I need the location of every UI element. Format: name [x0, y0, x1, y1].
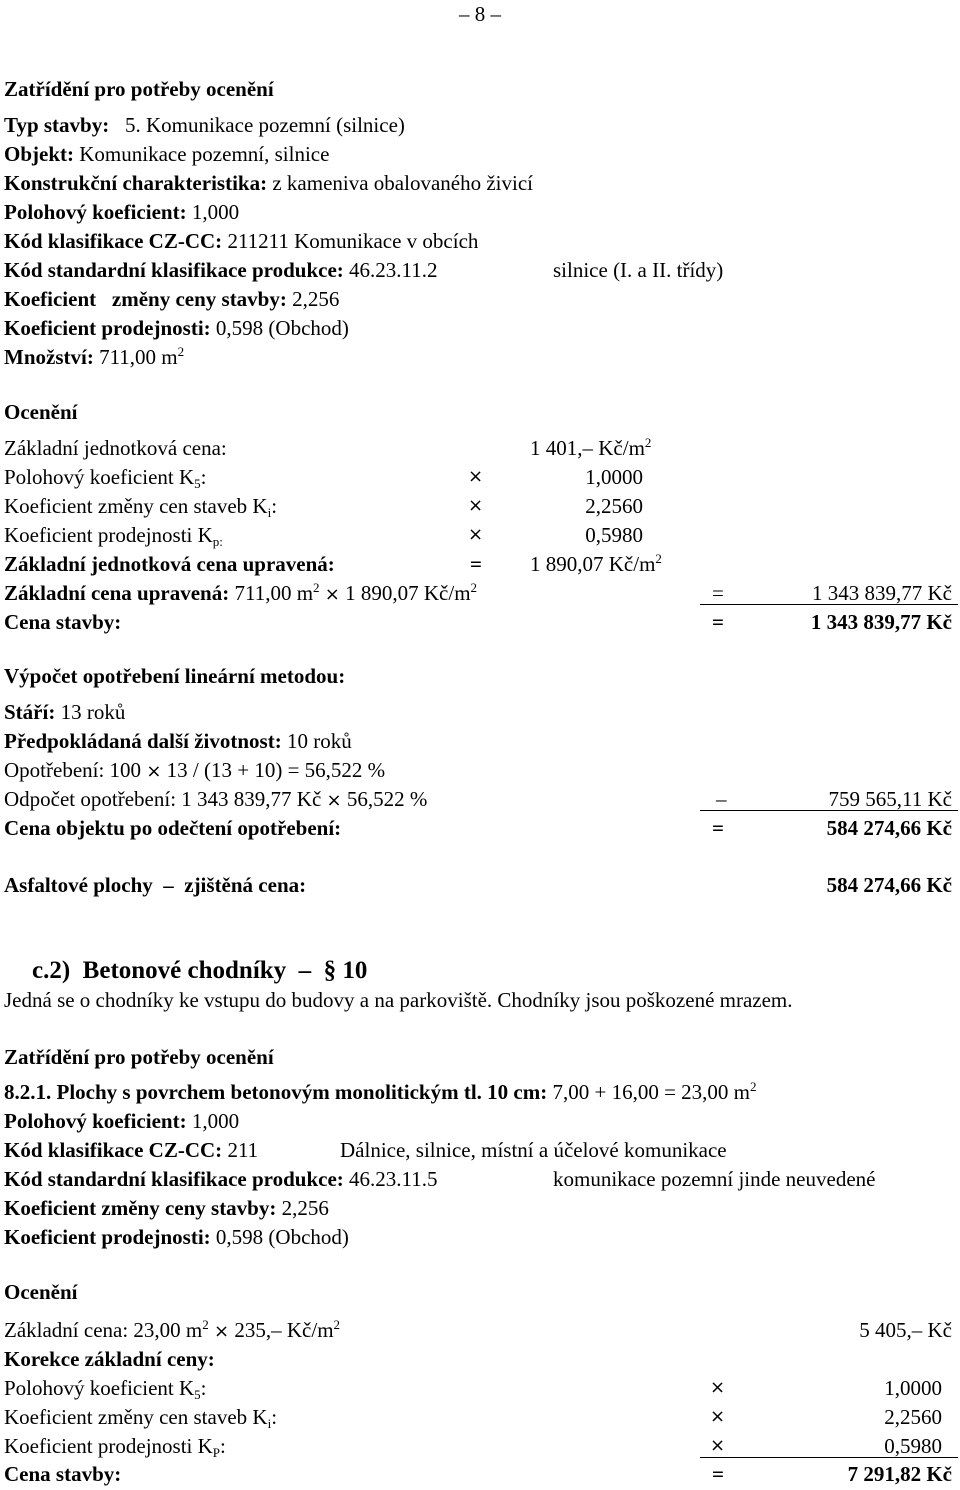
- wear-deduction-row: Odpočet opotřebení: 1 343 839,77 Kč × 56,522 %: [4, 787, 428, 811]
- surfaces-row: 8.2.1. Plochy s povrchem betonovým monolitickým tl. 10 cm: 7,00 + 16,00 = 23,00 $m^2$: [4, 1079, 757, 1104]
- times-symbol: ×: [710, 1435, 726, 1456]
- price-change-coef-row: Koeficient změny ceny stavby: 2,256: [4, 1196, 329, 1220]
- times-symbol: ×: [710, 1406, 726, 1427]
- location-coef-row: Polohový koeficient: 1,000: [4, 200, 240, 224]
- base-unit-price-value: 1 401,– $Kč/m^2$: [530, 435, 652, 460]
- asphalt-price-value: 584 274,66 Kč: [826, 873, 952, 897]
- k5-value: 1,0000: [884, 1376, 942, 1400]
- section-heading: Zatřídění pro potřeby ocenění: [4, 1045, 274, 1069]
- ki-label: Koeficient změny cen staveb $K_i$:: [4, 1405, 278, 1431]
- ki-value: 2,2560: [585, 494, 643, 518]
- times-symbol: ×: [468, 524, 484, 545]
- production-class-desc: komunikace pozemní jinde neuvedené: [553, 1167, 876, 1191]
- base-price-value: 5 405,– Kč: [859, 1318, 952, 1342]
- building-price-label: Cena stavby:: [4, 1462, 122, 1486]
- quantity-row: Množství: 711,00 $m^2$: [4, 344, 185, 369]
- underline: [700, 604, 958, 605]
- underline: [700, 1457, 958, 1458]
- valuation-heading: Ocenění: [4, 1280, 78, 1304]
- equals-symbol: =: [712, 581, 724, 605]
- age-row: Stáří: 13 roků: [4, 700, 126, 724]
- wear-row: Opotřebení: 100 × 13 / (13 + 10) = 56,522 %: [4, 758, 386, 782]
- kp-label: Koeficient prodejnosti $K_P$:: [4, 1434, 226, 1460]
- section-intro: Jedná se o chodníky ke vstupu do budovy a na parkoviště. Chodníky jsou poškozené mrazem.: [4, 988, 793, 1012]
- equals-symbol: =: [712, 816, 724, 840]
- object-row: Objekt: Komunikace pozemní, silnice: [4, 142, 330, 166]
- building-price-value: 7 291,82 Kč: [847, 1462, 952, 1486]
- wear-deduction-value: 759 565,11 Kč: [828, 787, 952, 811]
- ki-label: Koeficient změny cen staveb $K_i$:: [4, 494, 278, 520]
- production-class-row: Kód standardní klasifikace produkce: 46.23.11.5: [4, 1167, 438, 1191]
- construction-row: Konstrukční charakteristika: z kameniva obalovaného živicí: [4, 171, 533, 195]
- cz-cc-row: Kód klasifikace CZ-CC: 211: [4, 1138, 259, 1162]
- equals-symbol: =: [712, 610, 724, 634]
- price-change-coef-row: Koeficient změny ceny stavby: 2,256: [4, 287, 340, 311]
- adjusted-price-value: 1 343 839,77 Kč: [812, 581, 952, 605]
- kp-value: 0,5980: [884, 1434, 942, 1458]
- saleability-coef-row: Koeficient prodejnosti: 0,598 (Obchod): [4, 1225, 349, 1249]
- equals-symbol: =: [470, 552, 482, 576]
- lifetime-row: Předpokládaná další životnost: 10 roků: [4, 729, 352, 753]
- kp-label: Koeficient prodejnosti $K_{p:}$: [4, 523, 223, 549]
- section-heading: Zatřídění pro potřeby ocenění: [4, 77, 274, 101]
- minus-symbol: –: [716, 787, 727, 811]
- production-class-row: Kód standardní klasifikace produkce: 46.23.11.2: [4, 258, 438, 282]
- equals-symbol: =: [712, 1462, 724, 1486]
- building-price-value: 1 343 839,77 Kč: [810, 610, 952, 634]
- asphalt-price-label: Asfaltové plochy – zjištěná cena:: [4, 873, 307, 897]
- saleability-coef-row: Koeficient prodejnosti: 0,598 (Obchod): [4, 316, 349, 340]
- underline: [700, 810, 958, 811]
- section-title: c.2) Betonové chodníky – § 10: [32, 957, 368, 984]
- adjusted-unit-price-label: Základní jednotková cena upravená:: [4, 552, 335, 576]
- k5-label: Polohový koeficient $K_5$:: [4, 1376, 207, 1402]
- valuation-heading: Ocenění: [4, 400, 78, 424]
- depreciation-heading: Výpočet opotřebení lineární metodou:: [4, 664, 346, 688]
- cz-cc-desc: Dálnice, silnice, místní a účelové komunikace: [340, 1138, 727, 1162]
- correction-label: Korekce základní ceny:: [4, 1347, 215, 1371]
- building-price-label: Cena stavby:: [4, 610, 122, 634]
- building-type-row: Typ stavby: 5. Komunikace pozemní (silnice): [4, 113, 405, 137]
- after-depreciation-label: Cena objektu po odečtení opotřebení:: [4, 816, 342, 840]
- k5-label: Polohový koeficient $K_5$:: [4, 465, 207, 491]
- times-symbol: ×: [710, 1377, 726, 1398]
- location-coef-row: Polohový koeficient: 1,000: [4, 1109, 240, 1133]
- k5-value: 1,0000: [585, 465, 643, 489]
- ki-value: 2,2560: [884, 1405, 942, 1429]
- times-symbol: ×: [468, 495, 484, 516]
- times-symbol: ×: [468, 466, 484, 487]
- base-unit-price-label: Základní jednotková cena:: [4, 436, 227, 460]
- kp-value: 0,5980: [585, 523, 643, 547]
- adjusted-price-row: Základní cena upravená: 711,00 $m^2 \times 1$ 890,07 $Kč/m^2$: [4, 580, 478, 605]
- after-depreciation-value: 584 274,66 Kč: [826, 816, 952, 840]
- production-class-desc: silnice (I. a II. třídy): [553, 258, 724, 282]
- adjusted-unit-price-value: 1 890,07 $Kč/m^2$: [530, 551, 662, 576]
- cz-cc-row: Kód klasifikace CZ-CC: 211211 Komunikace v obcích: [4, 229, 479, 253]
- page-number: – 8 –: [459, 2, 501, 26]
- base-price-row: Základní cena: 23,00 $m^2 \times 235,-$ $Kč/m^2$: [4, 1317, 341, 1342]
